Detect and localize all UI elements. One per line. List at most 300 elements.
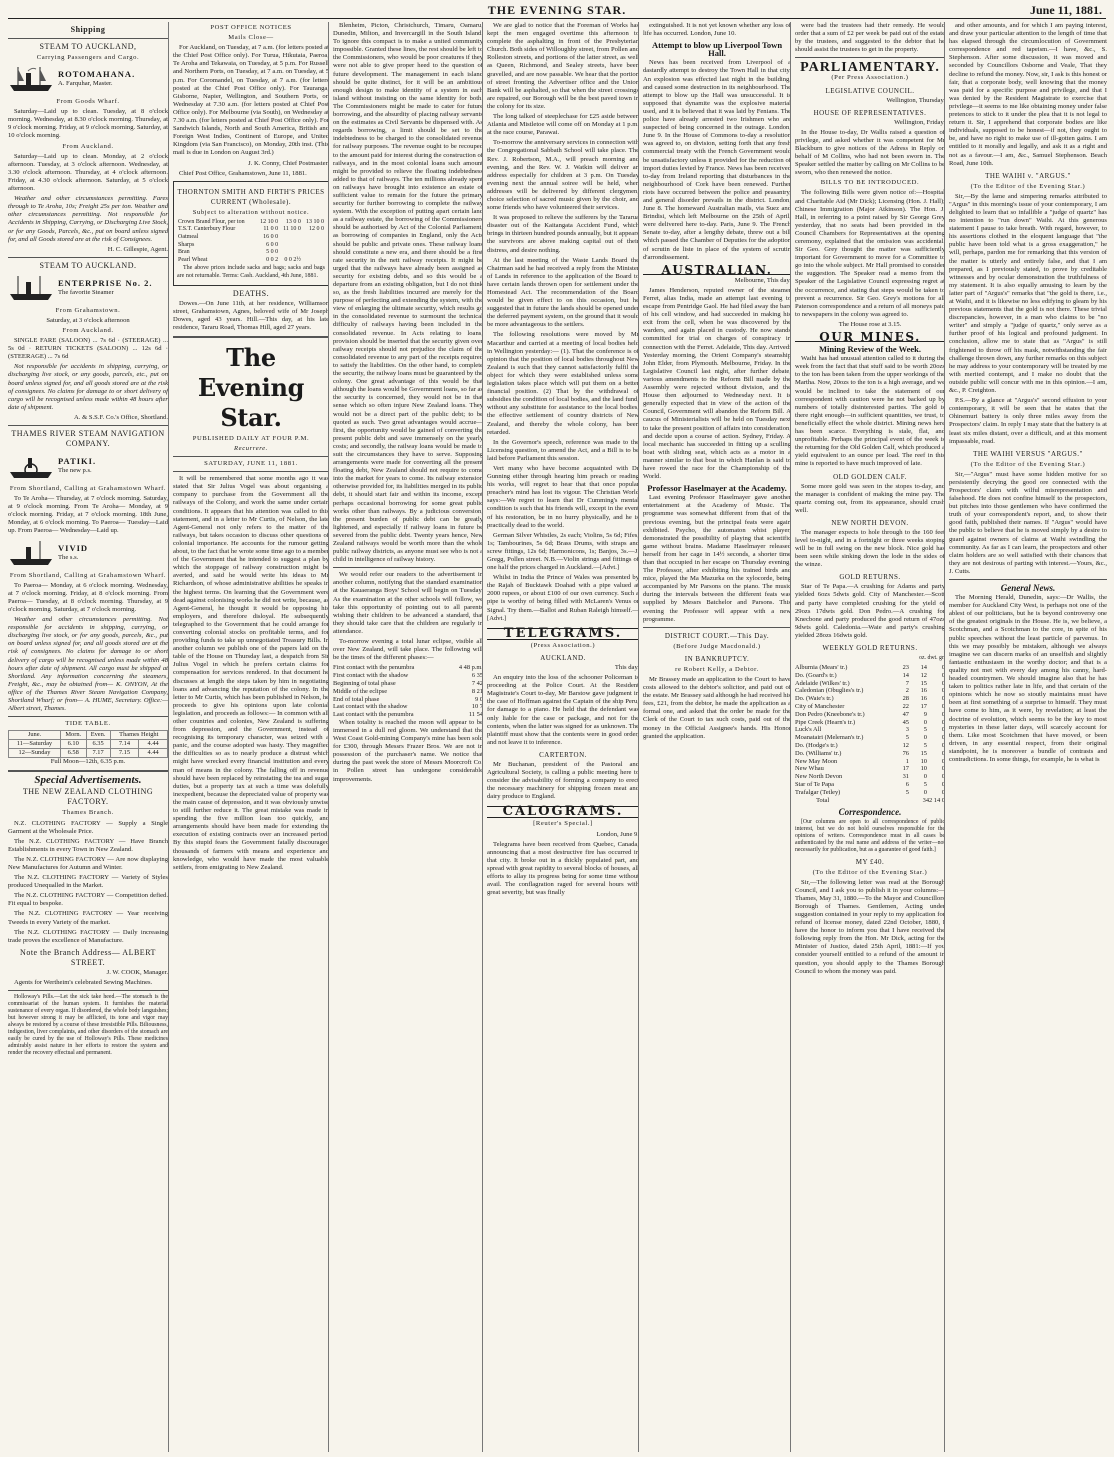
wertheim-note: Agents for Wertheim's celebrated Sewing Machines. (14, 978, 153, 986)
returns-value: 0 (941, 671, 945, 679)
returns-value: 31 (902, 773, 909, 781)
returns-claim: Do. (Hodge's tr.) (795, 742, 838, 750)
waihi-letter: Sir,—By the lame and simpering remarks attributed to "Argus" in this morning's issue of your contemporary, I am delighted to learn that so infallible a "judge of quartz" has no intention to "run down" Waihi. At this generous statement I pause to take breath. With regard, however, to his assertions clothed in the eloquent language that "the public have been told what is a gross exaggeration," he will, perhaps, pardon me for remarking that this version of the matter is utterly and entirely false, and that I am prepared, as I previously stated, to prove by creditable witnesses and by ocular demonstration the truthfulness of my statement. It is also equally amusing to learn by the latter part of "Argus's" remarks that "the gold is there, i.e., at Waihi, and it is likewise no less edifying to gleam by his previous statements that the gold is not there. These trivial discrepancies, however, in a man who claims to be "no writer" and simply a "judge of quartz," only serve as a further proof of his logical and profound judgment. In conclusion, allow me to state that as "Argus" is still frightened to throw off his mask, notwithstanding the fair challenge thrown down, any further remarks on this subject he may address to your contemporary will be treated by me with merited contempt, and I make no doubt that the outside public will concur with me in this opinion.—I am, &c., P. Creighton. (949, 192, 1107, 395)
cable-news: News has been received from Liverpool of a dastardly attempt to destroy the Town Hall in that city. An explosion was effected last night in the building, and caused some destruction in its neighbourhood. The attempt to blow up the Hall was unsuccessful. It is supposed that dynamite was the explosive material used, and it is believed that it was laid by Fenians. The police have already arrested two Irishmen who are suspected of being concerned in the outrage. London, June 9. In the House of Commons to-day a resolution was agreed to, on division, setting forth that any fresh commercial treaty with the French Government would be unsatisfactory unless it provided for the reduction of import duties levied by France. News has been received to-day from Ireland reporting that disturbances in the neighbourhood of Cork have been renewed. Further riots have occurred between the police and peasantry, and general disorder prevails in the district. London, June 8. The homeward Australian mails, via Suez and Brindisi, which left Melbourne on the 25th of April, were delivered here to-day. Paris, June 9. The French Senate to-day, after a lengthy debate, threw out a bill which passed the Chamber of Deputies for the adoption of scrutin de liste in place of the system of scrutin d'arrondissement. (643, 59, 791, 261)
returns-value: 0 (941, 742, 945, 750)
news-paragraph: We are glad to notice that the Foreman of Works has kept the men engaged overtime this afternoon to complete the asphalting in front of the Presbyterian Church. Both sides of Willoughby street, from Pollen and Rolleston streets, and portions of the latter street, as well as Queen, Richmond, and Sealey streets, have been gravelled, and are now passable. We hear that the portion of street fronting the Advertiser office and the Union Bank will be asphalted, so that when the street crossings are repaired, our Borough will be the best paved town in the colony for its size. (487, 22, 639, 110)
returns-value: 17 (920, 703, 927, 711)
calograms-heading: CALOGRAMS. (487, 806, 639, 818)
returns-row (795, 789, 945, 797)
post-office-body: For Auckland, on Tuesday, at 7 a.m. (for letters posted at the Chief Post Office only). For Turua, Hikutaia, Paeroa, Te Aroha and Tekawaia, on Tuesday, at 5 p.m. For Russell and Northern Ports, on Tuesday, at 7 a.m. on Tuesday, at 5 p.m. For Coromandel, on Tuesday, at 7 a.m. (for letters posted at the Chief Post Office only). For Tauranga, Gisborne, Napier, Wellington, and Southern Ports, on Wednesday at 7.30 a.m. (for letters posted at Chief Post Office only). For Melbourne (via South), on Wednesday at 7.30 a.m. (for letters posted at Chief Post Office only). For Sandwich Islands, North and South America, British and Foreign West Indies, Continent of Europe, and United Kingdom (via San Francisco), on Monday, 20th inst. (This mail is due in London on August 3rd.) (173, 44, 329, 157)
enterprise-agent: A. & S.S.F. Co.'s Office, Shortland. (74, 413, 168, 421)
returns-value: 5 (923, 726, 927, 734)
returns-value: 23 (902, 664, 909, 672)
returns-value: 0 (941, 749, 945, 757)
legislative-council-heading: LEGISLATIVE COUNCIL. (825, 86, 915, 95)
returns-row (795, 703, 945, 711)
returns-value: 0 (923, 734, 927, 742)
letter-body: Sir,—The following letter was read at the Borough Council, and I ask you to publish it in your columns:— Thames, May 31, 1880.—To the Mayor and Councillors Borough of Thames. Gentlemen, Acting under suggestion contained in your reply to my application for refund of license money, dated 22nd October, 1880, I have the honor to inform you that I have received the following reply from the Hon. Mr Dick, acting for the Minister of Justice, dated 25th April, 1881:—If you consider yourself entitled to a refund of the amount in question, you should apply to the Thames Borough Council to whom the money was paid. (795, 878, 945, 975)
prices-cell (279, 249, 302, 257)
divider (8, 716, 168, 717)
returns-claim: Caledonian (Obuglies's tr.) (795, 687, 864, 695)
returns-value: 0 (941, 773, 945, 781)
vivid-from: From Shortland, Calling at Grahamstown Wharf. (9, 571, 167, 579)
prices-row (177, 234, 325, 242)
enterprise-sub: The favorite Steamer (58, 288, 114, 296)
bankruptcy-case: re Robert Kelly, a Debtor. (675, 665, 759, 673)
eclipse-phase: Last contact with the penumbra (333, 711, 414, 719)
news-paragraph: The following resolutions were moved by Mr Macarthur and carried at a meeting of local bodies held in Wellington yesterday:— (1). That the conference is of opinion that the position of local bodies throughout New Zealand is such that they cannot satisfactorily fulfil the object for which they were established unless some legislation takes place which will put them on a better financial position. (2) That by the withdrawal of subsidies the condition of local bodies, and the land fund, without any substitute for assistance to the local bodies, the effective settlement of country districts of New Zealand, and thereby the whole colony, has been retarded. (487, 331, 639, 436)
returns-value: 22 (902, 703, 909, 711)
eclipse-phase: Beginning of total phase (333, 679, 396, 687)
enterprise-block (8, 274, 168, 304)
returns-value: 45 (902, 718, 909, 726)
published-line: PUBLISHED DAILY AT FOUR P.M. (192, 434, 310, 442)
advertisement: Whilst in India the Prince of Wales was presented by the Rajah of Bucktawk Doahad with a pipe valued at 2000 rupees, or about £100 of our own currency. Such a pipe is worthy of being filled with McLaren's Venus or Signal. Try them.—Ballot and Ruban Raleigh himself.—[Advt.] (487, 574, 639, 622)
returns-claim: Trafalgar (Tetley) (795, 788, 841, 796)
district-court-heading: DISTRICT COURT.—This Day. (664, 631, 770, 640)
shipping-heading: Shipping (70, 25, 106, 34)
returns-value: 10 (920, 765, 927, 773)
returns-value: 0 (941, 757, 945, 765)
total-row (795, 797, 945, 805)
prices-cell: 11 10 0 (283, 226, 301, 233)
returns-row (795, 750, 945, 758)
returns-value: 0 (941, 726, 945, 734)
steamship-icon (8, 65, 54, 93)
returns-value: 15 (920, 679, 927, 687)
tide-table (8, 730, 168, 758)
prices-cell: Crown Brand Flour, per ton (178, 218, 245, 225)
eclipse-phase: First contact with the shadow (333, 672, 409, 680)
house-report: In the House to-day, Dr Wallis raised a question of privilege, and asked whether it was competent for Mr Blackburn to give notices of the Adress in Reply on behalf of M Collins, who had not been sworn in. The Speaker settled the matter by calling on Mr Collins to be sworn, who then renewed the notice. (795, 128, 945, 177)
column-shipping (8, 22, 168, 1452)
paddle-steamer-icon (8, 452, 54, 480)
letter-to: (To the Editor of the Evening Star.) (970, 182, 1086, 190)
leader-continued: Blenheim, Picton, Christchurch, Timaru, Oamaru, Dunedin, Milton, and Invercargill in the South Island. To ignore this compact is to make a united community impossible. Granted these lines, the rest should be left to the Commissioners, who would be poor creatures if they were not able to give proper heed to the question of future development. The management in each island should be quite distinct, for it will be an ambitious enough design to make identity of a system in each island without insisting on the same identity for both. The Commissioners might be made to cater for future borrowing, and the absurdity of placing railway servants on the estimates as Civil Servants be dispensed with. As regards borrowing, a limit should be set to the indebtedness to be charged to the consolidated revenue for railway purposes. The revenue ought to be recouped to the amount paid for interest during the construction of railways, and in the most colonial loans such amount might be provided to relieve the floating indebtedness added to that of railways. The ten millions already spent on railways have brought into existence an estate of sufficient value to remain for the future the primary security for further borrowing to complete the railway system. With the exception of putting apart certain land as a railway estate, the borrowing of the Commissioners should be authorised by Act of the Colonial Parliament, as borrowing of companies in England, only the Acts should be public and private ones. These railway loans should constitute a new era, and there should be a first rate security in the nett railway receipts. It might be urged that the railways have already been assigned as security for existing debts, and so this would be a departure from an existing obligation, but I do not think so, as the fresh liabilities incurred are merely for the purpose of perfecting and extending the system, with the view of enlarging the ultimate security, which results go in the consolidated revenue to surmount the technical difficulty of railways having been included in the consolidated revenue. In Acts relating to loans, provision should be inserted that the security given over railway receipts should not prejudice the claim of the consolidated revenue to any part of the receipts required to satisfy the liabilities. On the other hand, to complete the security, the railway loans must be guaranteed by the colony. One great advantage of this would be that although the loans would be Government loans, so far as the security is concerned, they would not be in that sense which so often injure New Zealand loans. They would not be a direct part of the public debt; to be quoted as such. Two great advantages would accrue—first, the opportunity would be gained of converting the present public debt and save immensely on the yearly costs; and secondly, the railway loans would be made to suit the circumstances they have to serve. Supposing arrangements were made for converting all the present floating debt, New Zealand should not require to come into the market for years to come. Its railway extension otherwise provided for, its liabilities merged in its public debt, it should start fair and within its income, except perhaps occasional borrowing for some great public works other than railways. By a judicious conversion, the present burden of public debt can be greatly lightened, and especially if railway loans in future be severed from the public debt. Twenty years hence, New Zealand railways would be worth more than the whole public railway districts, as anyone must see who is not a child in intelligence of railway history. (333, 22, 483, 564)
returns-row (795, 734, 945, 742)
tide-cell: 6.10 (60, 740, 86, 749)
column-local-news (482, 22, 639, 1452)
eclipse-time: 4 48 p.m. (458, 664, 483, 672)
press-association: (Press Association.) (530, 641, 596, 649)
returns-value: 15 (920, 749, 927, 757)
leader-article: It will be remembered that some months ago it was stated that Sir Julius Vogel was about organising a company to purchase from the Government all the railways of the Colony, and work the same under certain conditions. It appears that his attention was called to this statement, and in a letter to Mr Curtis, of Nelson, the late Agent-General not only refers to the matter of the railways, but takes occasion to discuss other questions of colonial importance. He accounts for the rumour getting about, to the fact that he wrote some time ago to a member of the Government that he intended to suggest a plan by which the stoppage of railway construction might be averted, and said he would write his ideas to Mr Richardson, of whose administrative abilities he speaks in the highest terms. On learning that the Government were dead against colonising works he did not write, because, as Agent-General, he thought it would be opposing his employers, and therefore disloyal. He subsequently telegraphed to the Government that he could arrange for converting colonial stocks on profitable terms, and for providing funds to take up unnegotiated Treasury Bills. In another column we publish one of the papers laid on the table of the House on Thursday last, a despatch from Sir Julius Vogel in which he prefers certain claims for compensation for services rendered. In that document he discusses at length the steps taken by him in negotiating loans and advancing the reputation of the colony. In the letter to Mr Curtis, which has been published in Nelson, he proceeds to give his opinions upon late colonial legislation, and proceeds as follows:— In common with all other countries and colonies, New Zealand is suffering from depression, and the Government, instead of recognising its temporary character, was seized with a panic, and the course adopted was hasty. They magnified the difficulties so as to nearly produce a distrust which might have wrecked every financial institution and every man of means in the colony. The falling off in revenue should have been replaced by reinstating the tea and sugar duties, but a property tax at such a time was dolefully inexpedient, because the depreciated value of property was the main cause of depression, and it was obviously unwise to still further reduce it. The great mistake was made in spending the five million loan too quickly, and arrangements should have been made for extending the execution of existing contracts over an increased period. By this stupid fears the Government fatally discouraged thousands of farmers with means and experience and knowledge, who would have made the most valuable settlers, from emigrating to New Zealand. (173, 475, 329, 871)
prices-cell: Bran (178, 249, 190, 256)
returns-value: 47 (902, 710, 909, 718)
steamship-icon (8, 539, 54, 567)
eclipse-row (333, 688, 483, 696)
patiki-sailings: To Te Aroha— Thursday, at 7 o'clock morning. Saturday, at 9 o'clock morning. From Te Aroha— Monday, at 9 o'clock morning. Friday, at 7 o'clock morning. 18th June, Monday, at 6 o'clock morning. To Paeroa— Tuesday—Laid up. From Paeroa— Wednesday—Laid up. (8, 495, 168, 535)
clothing-branch: Thames Branch. (62, 809, 114, 817)
holloway-ad: Holloway's Pills.—Let the sick take heed.—The stomach is the commissariat of the human system. It furnishes the material sustenance of every organ. If disordered, the whole body languishes; but however strong it may be afflicted, its tone and vigor may always be restored by a course of these irresistible Pills. Biliousness, indigestion, liver complaints, and other disorders of the stomach are easily be cured by the use of Holloway's Pills. These medicines admirably assist nature in her efforts to restore the system and render the recovery effectual and permanent. (8, 994, 168, 1057)
divider (173, 456, 329, 457)
clothing-line: The N.Z. CLOTHING FACTORY — Year receiving Tweeds in every Variety of the market. (8, 910, 168, 926)
nameplate: The Evening Star. (197, 342, 305, 432)
weekly-total (795, 797, 945, 805)
tide-header: Thames Height (110, 731, 167, 740)
returns-claim: Don Pedro (Kneebone's tr.) (795, 710, 865, 718)
competition-note: We would refer our readers to the advertisement in another column, notifying that the standard examination at the Kauaeranga Boys' School will begin on Tuesday. As the examination at the other schools will follow, we take this opportunity of pointing out to all parents wishing their children to be advanced a standard, that they should take care that the children are regularly in attendance. (333, 571, 483, 635)
divider (795, 57, 945, 58)
returns-value: 6 (905, 781, 909, 789)
returns-row (795, 773, 945, 781)
returns-claim: Luck's All (795, 726, 822, 734)
eclipse-time: 9 0 (475, 695, 483, 703)
returns-value: 14 (902, 671, 909, 679)
returns-row (795, 719, 945, 727)
clothing-line: N.Z. CLOTHING FACTORY — Supply a Single Garment at the Wholesale Price. (8, 819, 168, 835)
returns-value: 0 (941, 695, 945, 703)
waihi-postscript: P.S.—By a glance at "Argus's" second effusion to your contemporary, it will be seen that he states that the Ohinemuri battery is only three miles away from the Prospectors' claim. In reply I may state that the battery is at least six miles distant, over a difficult, and at this moment impassable, road. (949, 397, 1107, 445)
returns-row (795, 726, 945, 734)
eclipse-table (333, 664, 483, 719)
vivid-sub: The s.s. (58, 553, 79, 561)
prices-cell: 11 0 0 (263, 226, 279, 233)
news-paragraph: The long talked of steeplechase for £25 aside between Atlanta and Mistletoe will come off on Monday at 1 p.m. at the race course, Parawai. (487, 113, 639, 137)
branch-address: Note the Branch Address— ALBERT STREET. (20, 947, 156, 967)
issue-date: June 11, 1881. (1029, 3, 1102, 17)
returns-value: 0 (941, 703, 945, 711)
prices-row (177, 249, 325, 257)
clothing-manager: J. W. COOK, Manager. (106, 968, 168, 976)
returns-value: 14 (920, 664, 927, 672)
column-leader-cont (328, 22, 483, 1452)
thames-company-heading: THAMES RIVER STEAM NAVIGATION COMPANY. (11, 429, 165, 448)
paper-title: THE EVENING STAR. (487, 3, 627, 17)
prices-row (177, 219, 325, 227)
district-court-judge: (Before Judge Macdonald.) (673, 642, 761, 650)
carterton-news: Mr Buchanan, president of the Pastoral and Agricultural Society, is calling a public meeting here to consider the advisability of forming a company to erect the necessary machinery for shipping frozen meat and dairy produce to England. (487, 760, 639, 801)
returns-row (795, 765, 945, 773)
returns-row (795, 711, 945, 719)
prices-heading: THORNTON SMITH AND FIRTH'S PRICES CURRENT (Wholesale). (177, 187, 325, 206)
telegrams-heading: TELEGRAMS. (487, 628, 639, 640)
patiki-sub: The new p.s. (58, 467, 92, 474)
returns-value: 17 (902, 765, 909, 773)
returns-value: 0 (941, 664, 945, 672)
eclipse-row (333, 680, 483, 688)
news-paragraph: Vert many who have become acquainted with Dr Gunning either through hearing him preach or reading his works, will regret to hear that that once popular preacher's mind has lost its vigour. The Christian World says:—We regret to learn that Dr Cumming's mental condition is such that his friends will, except in the event of his restoration, be in no hurry physically, and he is practically dead to the world. (487, 464, 639, 529)
court-report: Mr Brassey made an application to the Court to have costs allowed to the debtor's solicitor, and paid out of the estate. Mr Brassey said although he had received his fees, £21, from the debtor, he made the application as a formal one, and asked that the order be made for the Clerk of the Court to tax such costs, paid out of the money in the Official Assignee's hands. His Honor granted the application. (643, 675, 791, 740)
local-news: When totality is reached the moon will appear to be immersed in a dull red gloom. We understand that the West Coast Gold-mining Company's mine has been sold for £300, through Messrs Frazer Bros. We are not in possession of the purchaser's name. We notice that during the past week the store of Messrs Moorcroft Co. in Pollen street has undergone considerable improvements. (333, 718, 483, 783)
dateline: Wellington, Thursday. (886, 96, 945, 104)
returns-value: 5 (905, 788, 909, 796)
from-goods-wharf: From Goods Wharf. (56, 98, 120, 106)
returns-value: 0 (941, 734, 945, 742)
general-news-heading: General News. (1000, 583, 1056, 593)
column-notices (168, 22, 329, 1452)
returns-claim: City of Manchester (795, 703, 845, 711)
mining-review-heading: Mining Review of the Week. (818, 344, 922, 355)
weekly-returns-heading: WEEKLY GOLD RETURNS. (822, 644, 918, 652)
dateline: This day. (614, 663, 639, 671)
divider (643, 627, 791, 628)
eclipse-row (333, 672, 483, 680)
returns-claim: New North Devon (795, 773, 843, 781)
clothing-heading: THE NEW ZEALAND CLOTHING FACTORY. (22, 787, 154, 807)
clothing-line: The N.Z. CLOTHING FACTORY — Competition defied. Fit equal to bespoke. (8, 892, 168, 908)
rotomahana-name: ROTOMAHANA. (58, 69, 136, 80)
eclipse-time: 10 7 (471, 703, 483, 711)
enterprise-note: Not responsible for accidents in shipping, carrying, or discharging live stock, or any goods, parcels, etc., put on board unless signed for, and all goods stored are at the risk of consignees. No claims for damage to or short delivery of cargo will be recognised unless made within 48 hours after date of shipment. (8, 363, 168, 411)
full-moon: Full Moon—12th, 6.35 p.m. (50, 758, 126, 766)
weekly-units: oz. dwt. gr. (919, 655, 945, 661)
returns-value: 76 (902, 749, 909, 757)
calf-heading: OLD GOLDEN CALF. (833, 472, 907, 481)
australian-heading: AUSTRALIAN. (643, 266, 791, 275)
returns-claim: Star of Te Papa (795, 781, 835, 789)
fares: SINGLE FARE (SALOON) ... 7s 6d · (STEERAGE) ... 5s 0d · RETURN TICKETS (SALOON) ... 12s 6d · (STEERAGE) ... 7s 6d (8, 337, 168, 361)
returns-value: 10 (920, 757, 927, 765)
post-office-place: Chief Post Office, Grahamstown, June 11, 1881. (179, 169, 307, 177)
tide-cell: 7.17 (86, 749, 110, 758)
returns-value: 0 (923, 773, 927, 781)
correspondence-note: [Our columns are open to all correspondence of public interest, but we do not hold ourselves responsible for the opinions of writers. Correspondence must in all cases be authenticated by the real name and address of the writer—not necessarily for publication, but as a guarantee of good faith.] (795, 818, 945, 853)
patiki-name: PATIKI. (58, 456, 97, 466)
tide-row (9, 740, 168, 749)
waihi-heading-2: THE WAIHI VERSUS "ARGUS." (973, 449, 1083, 458)
letter-to: (To the Editor of the Evening Star.) (812, 868, 928, 876)
london-news: Telegrams have been received from Quebec, Canada, announcing that a most destructive fire has occurred in that city. It broke out in a thickly populated part, and spread with great rapidity to several blocks of houses, all efforts to allay its progress being for some time without avail. The conflagration raged for several hours with great severity, but was finally (487, 840, 639, 897)
clothing-line: The N.Z. CLOTHING FACTORY — Have Branch Establishments in every Town in New Zealand. (8, 837, 168, 853)
liverpool-heading: Attempt to blow up Liverpool Town Hall. (651, 40, 783, 59)
steam-auckland-heading-2: STEAM TO AUCKLAND. (39, 260, 137, 270)
prices-note: Subject to alteration without notice. (192, 208, 310, 216)
eclipse-phase: First contact with the penumbra (333, 664, 415, 672)
prices-cell: Sharps (178, 241, 195, 248)
steam-auckland-sub: Carrying Passengers and Cargo. (36, 54, 140, 61)
vivid-name: VIVID (58, 542, 89, 553)
returns-row (795, 687, 945, 695)
column-letters (944, 22, 1107, 1452)
rotomahana-block (8, 65, 168, 95)
returns-value: 3 (905, 726, 909, 734)
total-label: Total (816, 796, 830, 804)
rotomahana-master: A. Farquhar, Master. (58, 80, 113, 88)
divider (173, 336, 329, 338)
house-rose: The House rose at 3.15. (838, 320, 902, 328)
tide-header-row (9, 731, 168, 740)
returns-value: 5 (923, 742, 927, 750)
patiki-from: From Shortland, Calling at Grahamstown Wharf. (9, 485, 167, 492)
returns-claim: Do. (Williams' tr.) (795, 749, 842, 757)
returns-value: 0 (923, 718, 927, 726)
patiki-block (8, 452, 168, 482)
from-auckland: From Auckland. (62, 142, 114, 150)
columns (8, 22, 1106, 1452)
tide-header: June. (9, 731, 61, 740)
prices-cell: 0 0 2½ (284, 256, 301, 263)
returns-value: 0 (941, 765, 945, 773)
divider (8, 770, 168, 772)
vivid-block (8, 539, 168, 569)
prices-cell (279, 242, 302, 250)
prices-cell: Pearl Wheat (178, 256, 208, 263)
returns-value: 0 (941, 718, 945, 726)
waihi-letter-2: Sir,—"Argus" must have some hidden motive for so persistently decrying the good ore connected with the Prospectors' claim with wilful misrepresentation and falsehood. He does not confine himself to the prospectors, but pitches into those gentlemen who have confirmed the truth of your correspondent's report, and, to show their good faith, published their names. If "Argus" would have the public to believe that he is moved simply by a desire to guard against owners of claims at Waihi swindling the community. As far as I can learn, the prospectors and other claim holders are so well satisfied with their chances that they are not desirous of parting with interest.—Yours, &c., J. Cutts. (949, 470, 1107, 575)
from-grahamstown: From Grahamstown. (55, 306, 121, 314)
returns-value: 28 (902, 695, 909, 703)
eclipse-phase: Middle of the eclipse (333, 687, 388, 695)
prices-cell: 5 0 0 (266, 249, 279, 256)
bills-report: The following Bills were given notice of:—Hospital and Charitable Aid (Mr Dick); Licensing (Hon. J. Hall); Chinese Immigration (Major Atkinson). The Hon. J. Hall, in referring to a point raised by Sir George Grey yesterday, that no seats had been provided in the Council Chambers for Representatives at the opening ceremony, explained that the omission was accidental. Sir Geo. Grey thought the matter was sufficiently important for Government to move for a Committee to go into the whole subject. Mr Hall promised to consider the suggestion. The Speaker read a memo from the Speaker of the Legislative Council expressing regret at the occurrence, and stating that steps would be taken to prevent a recurrence. Sir Geo. Grey's motions for all Paterson correspondence and a return of all moneys paid to newspapers in the colony was agreed to. (795, 189, 945, 318)
returns-claim: New Whau (795, 765, 824, 773)
dateline: London, June 9. (596, 830, 639, 838)
eclipse-time: 11 54 (468, 711, 483, 719)
prices-cell: 13 10 0 (306, 218, 324, 225)
prices-cell (279, 234, 302, 242)
tide-cell: 6.58 (60, 749, 86, 758)
letter-to: (To the Editor of the Evening Star.) (970, 460, 1086, 468)
returns-value: 16 (920, 687, 927, 695)
returns-row (795, 672, 945, 680)
deaths-heading: DEATHS. (232, 288, 270, 298)
mails-close: Mails Close— (228, 34, 274, 42)
divider (333, 567, 483, 568)
divider (173, 471, 329, 472)
reuter-special: [Reuter's Special.] (533, 820, 593, 828)
masthead (8, 2, 1106, 19)
parliamentary-heading: PARLIAMENTARY. (800, 60, 940, 76)
tide-cell: 7.15 (110, 749, 139, 758)
returns-claim: Alburnia (Mears' tr.) (795, 664, 848, 672)
postmaster-sign: J. K. Conny, Chief Postmaster. (248, 159, 329, 167)
eclipse-row (333, 664, 483, 672)
prices-cell (302, 249, 325, 257)
news-paragraph: To-morrow the anniversary services in connection with the Congregational Sabbath School will take place. The Rev. J. Robertson, M.A., will preach morning and evening, and the Rev. W. J. Watkin will deliver an address especially for children at 3 p.m. On Tuesday evening next the annual soiree will be held, when addresses will be delivered by different clergymen, choice selection of sacred music given by the choir, and some friends who have volunteered their services. (487, 139, 639, 212)
prices-row (177, 257, 325, 265)
returns-claim: Do. (Goard's tr.) (795, 671, 837, 679)
returns-value: 5 (905, 734, 909, 742)
devon-heading: NEW NORTH DEVON. (831, 518, 909, 527)
general-news: The Morning Herald, Dunedin, says:—Dr Wallis, the member for Auckland City West, is perhaps not one of the ablest of our politicians, but he is beyond controversy one of the greatest originals in the House. He is, we believe, a Scotchman, and a Scotchman to the core, in spite of his public speeches without the least particle of parvenus. In this we may possibly be mistaken, although we always imagine we can discern marks of an unselfish and slightly fantastic enthusiasm in the worthy doctor; and that is a quality not met with every day among his canny, hard-headed countrymen. We should imagine also that he has taken to politics rather late in life, and that certain of the opinions which he now so stoutly maintains must have been at first something of a surprise to himself. They must have come to him, as it were, by revelation; at least the doctrine of evolution, which seems to be the key to most mysteries in these latter days, will scarcely account for them. Like most Scotchmen that have moved, or been driven, in any essential respect, from their original standpoint, he is moreover a bundle of contrasts and contradictions. In some things, for example, he is what is (949, 594, 1107, 763)
auckland-heading: AUCKLAND. (540, 653, 586, 662)
gold-returns-heading: GOLD RETURNS. (839, 573, 901, 582)
weather-note: Weather and other circumstances permitting. Fares through to Te Aroha, 10s; Freight 25s per ton. Weather and other circumstances permitting. Not responsible for Accidents in Shipping, Carrying, or Discharging Live Stock, or for any Goods, Parcels, &c., put on board unless signed for, and all Goods stored are at the risk of Consignees. (8, 195, 168, 243)
rotomahana-sailings: Saturday—Laid up to clean. Tuesday, at 8 o'clock morning. Wednesday, at 8.30 o'clock morning. Thursday, at 9 o'clock morning. Friday, at 9 o'clock morning. Saturday, at 10 o'clock morning. (8, 108, 168, 140)
prices-row (177, 242, 325, 250)
enterprise-sailing: Saturday, at 3 o'clock afternoon (46, 316, 130, 324)
london-news-cont: extinguished. It is not yet known whether any loss of life has occurred. London, June 10. (643, 22, 791, 38)
returns-value: 12 (902, 742, 909, 750)
returns-row (795, 680, 945, 688)
carterton-heading: CARTERTON. (539, 750, 587, 759)
news-paragraph: It was proposed to relieve the sufferers by the Tararua disaster out of the Kaitangata Accident Fund, which brings in thirteen hundred pounds annually, but it appears the survivors are above making capital out of their distress, and desire nothing. (487, 214, 639, 254)
returns-value: 16 (920, 695, 927, 703)
court-report-cont: were bad the trustees had their remedy. He would order that a sum of £2 per week be paid out of the estate by the trustees, and suggested to the debtor that he should assist the trustees to get in the property. (795, 22, 945, 54)
returns-row (795, 781, 945, 789)
calf-report: Some more gold was seen in the stopes to-day, and the manager is confident of making the mine pay. The quartz coming out, from its appearance, should crush well. (795, 482, 945, 514)
eclipse-row (333, 711, 483, 719)
prices-box (173, 181, 329, 286)
returns-row (795, 695, 945, 703)
prices-cell: 12 10 0 (260, 218, 279, 225)
returns-value: 0 (941, 679, 945, 687)
tide-cell: 12—Sunday (9, 749, 61, 758)
enterprise-name: ENTERPRISE No. 2. (58, 277, 153, 288)
tide-cell: 7.14 (110, 740, 139, 749)
eclipse-intro: To-morrow evening a total lunar eclipse, visible all over New Zealand, will take place. The following will be the times of the different phases:— (333, 638, 483, 662)
prices-cell (302, 234, 325, 242)
returns-value: 5 (923, 781, 927, 789)
divider (8, 38, 168, 39)
prices-footer: The above prices include sacks and bags; sacks and bags are not returnable. Terms: Cash. Auckland, 4th June, 1881. (177, 265, 325, 280)
bills-heading: BILLS TO BE INTRODUCED. (820, 179, 920, 187)
returns-value: 0 (923, 788, 927, 796)
column-cables (638, 22, 791, 1452)
returns-claim: Do. (Waie's tr.) (795, 695, 834, 703)
prices-cell: T.S.T. Canterbury Flour (178, 226, 236, 233)
returns-row (795, 664, 945, 672)
tide-cell: 4.44 (139, 749, 168, 758)
dateline: Wellington, Friday. (894, 118, 945, 126)
from-auckland-2: From Auckland. (62, 326, 114, 334)
returns-value: 0 (941, 687, 945, 695)
mines-heading: OUR MINES. (795, 333, 945, 342)
returns-claim: Pipe Creek (Hearn's tr.) (795, 718, 856, 726)
returns-claim: New May Moon (795, 757, 838, 765)
tide-cell: 4.44 (139, 740, 168, 749)
returns-value: 9 (923, 710, 927, 718)
haselmayer-report: Last evening Professor Haselmayer gave another entertainment at the Academy of Music. The programme was somewhat different from that of the previous evening, but the principal feats were again exhibited. Psycho, the automaton whist player, demonstrated the possibility of playing that scientific game without brains. Madame Haselmayer released herself from her cage in 14½ seconds, a shorter time than that occupied in her escape on Thursday evening. The Professor, after exhibiting his trained birds and mice, played the Ma Mazurka on the xylocorde, being accompanied by Mr Parsons on the piano. The music during the intervals between the different feats was supplied by Messrs Batchelor and Parsons. This evening the Professor will appear with a new programme. (643, 494, 791, 623)
returns-value: 1 (905, 757, 909, 765)
eclipse-phase: End of total phase (333, 695, 380, 703)
eclipse-phase: Last contact with the shadow (333, 703, 408, 711)
gillespie-agent: H. C. Gillespie, Agent. (107, 245, 168, 253)
steamship-icon (8, 274, 54, 302)
eclipse-time: 7 42 (471, 679, 483, 687)
mining-review: Waihi has had unusual attention called to it during the week from the fact that that stuff said to be worth 20ozs to the ton has been taken from the upper workings of the Martha. Now, 20ozs to the ton is a high average, and we would be inclined to take the statement of our correspondent with caution were he not backed up by numbers of totally disinterested parties. The gold is there right enough—in sufficient quantities, we trust, to beneficially effect the whole district. Mining news here has been scarce. Everything is stale, flat, and unprofitable. Perhaps the principal event of the week is the returning for the Old Golden Calf, which produced a yield equivalent to an ounce per load. The reef in this mine is reported to have much improved of late. (795, 355, 945, 468)
clothing-line: The N.Z. CLOTHING FACTORY — Are now displaying New Manufactures for Autumn and Winter. (8, 855, 168, 871)
prices-cell: 16 0 0 (263, 233, 279, 240)
correspondence-heading: Correspondence. (838, 807, 902, 818)
eclipse-row (333, 696, 483, 704)
divider (8, 990, 168, 991)
returns-row (795, 742, 945, 750)
prices-cell (302, 257, 325, 265)
returns-value: 2 (905, 687, 909, 695)
returns-claim: Adelaide (Wilkes' tr.) (795, 679, 850, 687)
divider (949, 579, 1107, 580)
press-association: (Per Press Association.) (831, 74, 909, 82)
total-value: 342 14 0 (922, 796, 945, 804)
news-paragraph: In the Governor's speech, reference was made to the Licensing question, to amend the Act, and a Bill is to be laid before Parliament this session. (487, 438, 639, 462)
weekly-returns-table (795, 664, 945, 797)
prices-table (177, 219, 325, 265)
returns-value: 7 (905, 679, 909, 687)
tide-cell: 6.35 (86, 740, 110, 749)
steam-auckland-heading: STEAM TO AUCKLAND, (39, 42, 137, 51)
prices-cell: 13 0 0 (285, 218, 301, 225)
prices-cell: 0 0 2 (266, 256, 279, 263)
letter-body-cont: and other amounts, and for which I am paying interest, and draw your particular attention to the length of time that has elapsed through the circumlocution of Government correspondence and red tapeism.—I have, &c., S. Stephenson. After some discussion, it was moved and seconded by Councillors Osborne and Veale, That they decline to refund the money. Now, sir, I ask is this honest or fair, that a corporate body, well knowing that the money was paid for a specific purpose and privilege, and that I was denied by the Resident Magistrate to exercise that privilege—it seems to me like obtaining money under false pretences to stick to it under the plea that it is not legal to return it. Sir, I apprehend that corporate bodies are like individuals, supposed to be honest—if not, they ought to be, and have no right to make use of ill-gotten gains. I am entitled to it morally and legally, and ask it as a right and not as a favour.—I am, &c., Samuel Stephenson. Beach Road, June 10th. (949, 22, 1107, 167)
gold-returns: Star of Te Papa.—A crushing for Adams and party yielded 6ozs 5dwts gold. City of Manchester.—Scott and party have completed crushing for the yield of 29ozs 17dwts gold. Don Pedro.—A crushing for Knecbone and party produced the good return of 47ozs 9dwts gold. Caledonia.—Waie and party's crushing yielded 28ozs 16dwts gold. (795, 583, 945, 639)
tide-cell: 11—Saturday (9, 740, 61, 749)
deaths-body: Dowes.—On June 11th, at her residence, Williamson street, Grahamstown, Agnes, beloved wife of Mr Joseph Dowes, aged 43 years. Hill.—This day, at his late residence, Tararu Road, Thomas Hill, aged 27 years. (173, 299, 329, 331)
auckland-sailings: Saturday—Laid up to clean. Monday, at 2 o'clock afternoon. Tuesday, at 3 o'clock afternoon. Wednesday, at 3.30 o'clock afternoon. Thursday, at 4 o'clock afternoon. Friday, at 4.30 o'clock afternoon. Saturday, at 5 o'clock afternoon. (8, 152, 168, 193)
waihi-heading: THE WAIHI v. "ARGUS." (985, 171, 1071, 180)
eclipse-row (333, 703, 483, 711)
australian-news: James Henderson, reputed owner of the steamer Ferret, alias India, made an attempt last evening to escape from Pentridge Gaol. He had filed away the bars of his cell window, and had succeeded in making his exit from the cell, when he was discovered by the warders, and again placed in custody. He now stands committed for trial on charges of conspiracy in connection with the Ferret. Adelaide, This day. Arrived: Yesterday morning, the Orient Company's steamship John Elder, from Plymouth. Melbourne, Friday. In the Legislative Council last night, after further debate, various amendments to the Reform Bill made by the Assembly were rejected without division, and the House then adjourned to Wednesday next. It is generally expected that in view of the action of the Council, Government will abandon the Reform Bill. A caucus of Ministerialists will be held on Tuesday next to take the present position of affairs into consideration, and decide upon a course of action. Sydney, Friday. A local mechanic has succeeded in fitting up a sculling boat with sliding seat, which acts as a motor in a manner similar to that boat in which Hanlan is said to have rowed the race for the Championship of the World. (643, 286, 791, 481)
tide-header: Even. (86, 731, 110, 740)
eclipse-time: 8 21 (471, 687, 483, 695)
divider (8, 425, 168, 426)
tide-title: TIDE TABLE. (65, 720, 111, 728)
returns-value: 0 (941, 781, 945, 789)
dateline: Melbourne, This day. (734, 276, 791, 284)
devon-report: The manager expects to hole through to the 160 feet level to-night, and in a fortnight or three weeks stoping will be in full swing on the new block. Nice gold has been seen while sinking down the lode in the sides of the winze. (795, 528, 945, 569)
